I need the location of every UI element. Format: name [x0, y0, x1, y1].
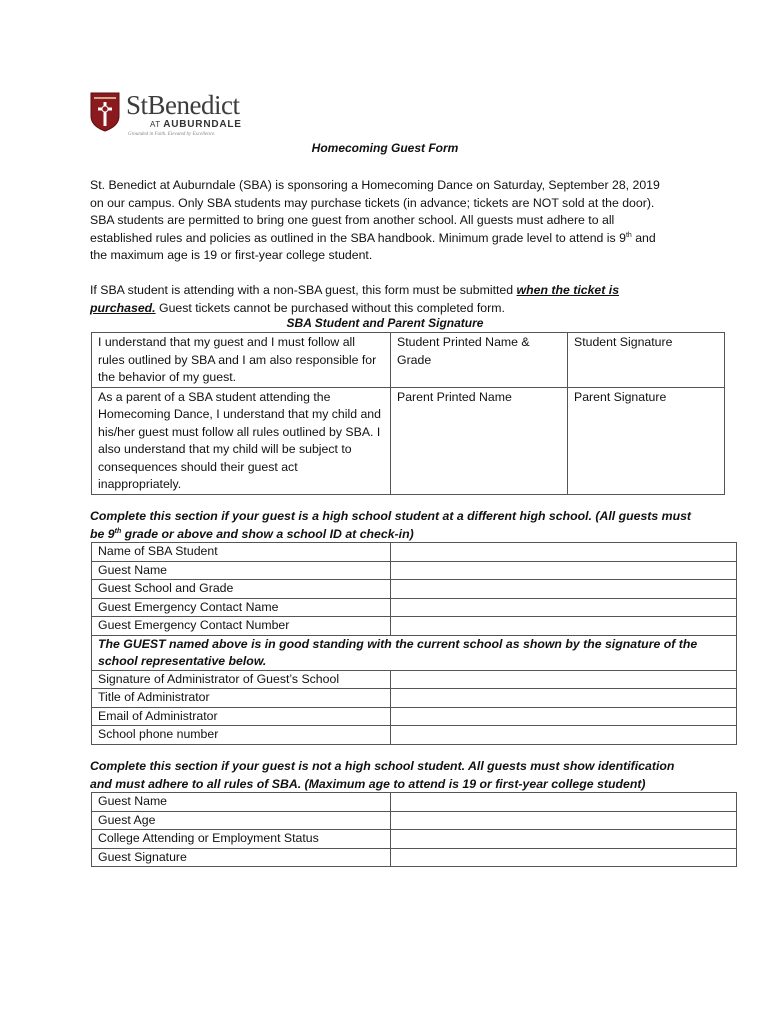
- row-label: Guest Age: [92, 811, 391, 830]
- table-row: [92, 387, 725, 494]
- entry-field[interactable]: [391, 598, 737, 617]
- entry-field[interactable]: [391, 617, 737, 636]
- entry-field[interactable]: [391, 707, 737, 726]
- parent-statement: As a parent of a SBA student attending the Homecoming Dance, I understand that my child and his/her guest must follow all rules outlined by SBA. I also understand that my child will be subject to consequences should their guest act inappropriately.: [92, 387, 391, 494]
- entry-field[interactable]: [391, 811, 737, 830]
- table-row: [92, 707, 737, 726]
- table-row: [92, 580, 737, 599]
- logo-tagline: Grounded in Faith. Elevated by Excellence.: [128, 132, 216, 137]
- table-row: [92, 848, 737, 867]
- table-row: [92, 793, 737, 812]
- school-logo: [90, 92, 260, 142]
- row-label: Name of SBA Student: [92, 543, 391, 562]
- table-row: [92, 830, 737, 849]
- other-section-heading: Complete this section if your guest is not a high school student. All guests must show identification and must adhere to all rules of SBA. (Maximum age to attend is 19 or first-year college student): [90, 759, 675, 791]
- other-guest-table: [91, 792, 737, 867]
- signature-table-caption: SBA Student and Parent Signature: [286, 316, 484, 330]
- hs-section-heading: Complete this section if your guest is a high school student at a different high school. (All guests must be 9th grade or above and show a school ID at check-in): [90, 509, 692, 541]
- row-label: Guest Emergency Contact Name: [92, 598, 391, 617]
- entry-field[interactable]: [391, 830, 737, 849]
- row-label: Guest Emergency Contact Number: [92, 617, 391, 636]
- student-statement: I understand that my guest and I must follow all rules outlined by SBA and I am also responsible for the behavior of my guest.: [92, 333, 391, 388]
- logo-location: AT AUBURNDALE: [150, 119, 242, 130]
- row-label: Guest Signature: [92, 848, 391, 867]
- student-signature-cell[interactable]: Student Signature: [568, 333, 725, 388]
- page-title: Homecoming Guest Form: [311, 141, 459, 155]
- parent-signature-cell[interactable]: Parent Signature: [568, 387, 725, 494]
- table-row: [92, 598, 737, 617]
- table-row: [92, 635, 737, 670]
- hs-guest-table: [91, 542, 737, 745]
- entry-field[interactable]: [391, 726, 737, 745]
- row-label: Signature of Administrator of Guest’s School: [92, 670, 391, 689]
- row-label: Title of Administrator: [92, 689, 391, 708]
- table-row: [92, 543, 737, 562]
- entry-field[interactable]: [391, 689, 737, 708]
- entry-field[interactable]: [391, 848, 737, 867]
- student-printed-name-cell[interactable]: Student Printed Name & Grade: [391, 333, 568, 388]
- shield-icon: [90, 92, 120, 132]
- parent-printed-name-cell[interactable]: Parent Printed Name: [391, 387, 568, 494]
- row-label: College Attending or Employment Status: [92, 830, 391, 849]
- standing-note: The GUEST named above is in good standing with the current school as shown by the signature of the school representative below.: [92, 635, 737, 670]
- table-row: [92, 561, 737, 580]
- submission-paragraph: If SBA student is attending with a non-SBA guest, this form must be submitted when the ticket is purchased. Guest tickets cannot be purchased without this completed form.: [90, 283, 620, 315]
- entry-field[interactable]: [391, 543, 737, 562]
- logo-wordmark: StBenedict: [126, 90, 240, 120]
- intro-paragraph: St. Benedict at Auburndale (SBA) is sponsoring a Homecoming Dance on Saturday, September 28, 2019 on our campus. Only SBA students may purchase tickets (in advance; tickets are NOT sold at the door). SBA students are permitted to bring one guest from another school. All guests must adhere to all established rules and policies as outlined in the SBA handbook. Minimum grade level to attend is 9th and the maximum age is 19 or first-year college student.: [90, 178, 660, 262]
- table-row: [92, 333, 725, 388]
- row-label: Guest School and Grade: [92, 580, 391, 599]
- entry-field[interactable]: [391, 561, 737, 580]
- signature-table: [91, 332, 725, 495]
- row-label: School phone number: [92, 726, 391, 745]
- table-row: [92, 617, 737, 636]
- entry-field[interactable]: [391, 580, 737, 599]
- row-label: Guest Name: [92, 793, 391, 812]
- table-row: [92, 726, 737, 745]
- table-row: [92, 811, 737, 830]
- row-label: Email of Administrator: [92, 707, 391, 726]
- table-row: [92, 670, 737, 689]
- entry-field[interactable]: [391, 793, 737, 812]
- row-label: Guest Name: [92, 561, 391, 580]
- entry-field[interactable]: [391, 670, 737, 689]
- table-row: [92, 689, 737, 708]
